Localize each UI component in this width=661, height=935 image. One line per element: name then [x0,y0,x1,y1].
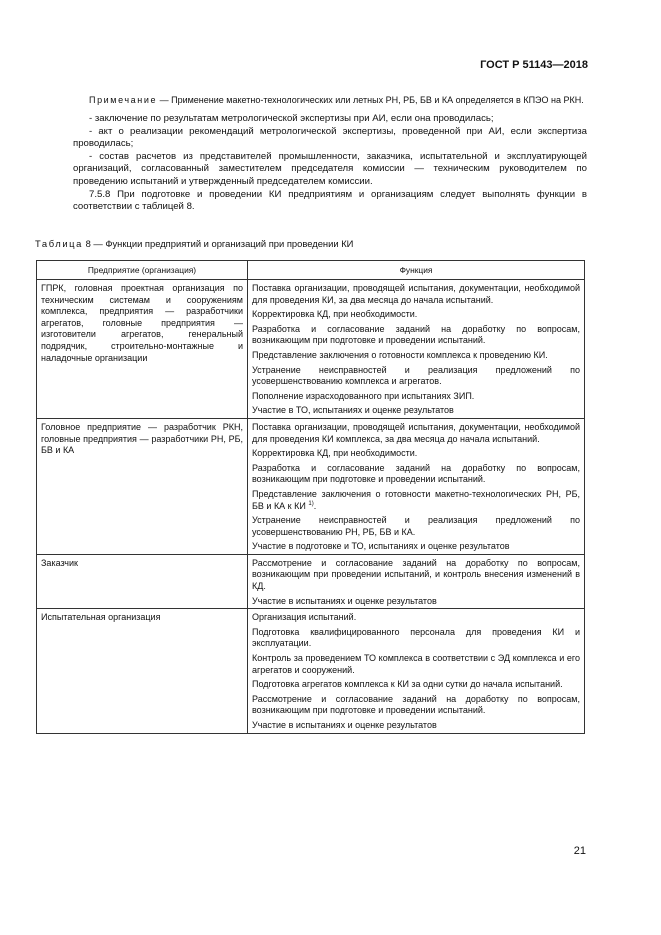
function-item: Устранение неисправностей и реализация предложений по усовершенствованию комплекса и агрегатов. [252,364,580,387]
table-row [37,609,585,733]
function-item: Контроль за проведением ТО комплекса в соответствии с ЭД комплекса и его агрегатов и сооружений. [252,653,580,675]
function-item: Поставка организации, проводящей испытания, документации, необходимой для проведения КИ, за два месяца до начала испытаний. [252,283,580,305]
paragraph-1: - заключение по результатам метрологической экспертизы при АИ, если она проводилась; [89,113,494,124]
function-item: Подготовка агрегатов комплекса к КИ за одни сутки до начала испытаний. [252,679,563,690]
function-item: Корректировка КД, при необходимости. [252,309,418,320]
function-item: Участие в испытаниях и оценке результатов [252,595,437,606]
function-item-text: Представление заключения о готовности макетно-технологических РН, РБ, БВ и КА к КИ [252,488,580,511]
organization-cell: ГПРК, головная проектная организация по техническим системам и сооружениям комплекса, предприятия — разработчики агрегатов, головные предприятия — изготовители агрегатов, генеральный подрядчик, строительно-монтажные и наладочные организации [37,280,248,419]
functions-cell [248,280,585,419]
function-item: Подготовка квалифицированного персонала для проведения КИ и эксплуатации. [252,626,580,649]
function-item: Рассмотрение и согласование заданий на доработку по вопросам, возникающим при подготовке и проведении испытаний. [252,693,580,716]
table-caption-text: 8 — Функции предприятий и организаций при проведении КИ [82,238,354,249]
function-item: Поставка организации, проводящей испытания, документации, необходимой для проведения КИ комплекса, за два месяца до начала испытаний. [252,421,580,444]
function-item: Участие в подготовке и ТО, испытаниях и оценке результатов [252,541,510,552]
footnote-marker: 1) [308,500,314,507]
functions-cell [248,418,585,554]
function-item: Участие в испытаниях и оценке результатов [252,720,437,730]
function-item: Представление заключения о готовности макетно-технологических РН, РБ, БВ и КА к КИ $^{1)}$. [252,488,580,511]
functions-table [36,260,585,734]
function-item: Корректировка КД, при необходимости. [252,448,418,459]
note-text: — Применение макетно-технологических или летных РН, РБ, БВ и КА определяется в КПЭО на РКН. [159,95,584,105]
header-function: Функция [248,261,585,280]
function-item: Разработка и согласование заданий на доработку по вопросам, возникающим при подготовке и проведении испытаний. [252,323,580,346]
organization-cell: Испытательная организация [37,609,248,733]
function-item: Организация испытаний. [252,612,357,623]
table-header-row [37,261,585,280]
page-number: 21 [573,845,586,857]
header-organization: Предприятие (организация) [37,261,248,280]
function-item: Рассмотрение и согласование заданий на доработку по вопросам, возникающим при проведении испытаний, и контроль внесения изменений в КД. [252,557,580,592]
paragraph-2: - акт о реализации рекомендаций метрологической экспертизы, проведенной при АИ, если экспертиза проводилась; [73,125,587,150]
table-row [37,280,585,419]
organization-cell: Заказчик [37,554,248,608]
table-row [37,418,585,554]
paragraph-4: 7.5.8 При подготовке и проведении КИ предприятиям и организациям следует выполнять функции в соответствии с таблицей 8. [73,188,587,213]
function-item: Представление заключения о готовности комплекса к проведению КИ. [252,349,548,360]
organization-cell: Головное предприятие — разработчик РКН, головные предприятия — разработчики РН, РБ, БВ и КА [37,418,248,554]
document-code: ГОСТ Р 51143—2018 [480,59,588,71]
body-text [73,94,587,214]
table-caption [35,238,353,251]
function-item: Участие в ТО, испытаниях и оценке результатов [252,405,454,416]
note-label: Примечание [89,95,158,105]
functions-cell [248,609,585,733]
table-row [37,554,585,608]
note [73,94,587,106]
functions-cell [248,554,585,608]
function-item: Устранение неисправностей и реализация предложений по усовершенствованию РН, РБ, БВ и КА. [252,515,580,537]
function-item: Разработка и согласование заданий на доработку по вопросам, возникающим при подготовке и проведении испытаний. [252,462,580,485]
function-item: Пополнение израсходованного при испытаниях ЗИП. [252,390,475,401]
table-caption-label: Таблица [35,238,83,249]
paragraph-3: - состав расчетов из представителей промышленности, заказчика, испытательной и эксплуатирующей организаций, согласованный заместителем председателя комиссии — техническим руководителем по проведению испытаний и утвержденный председателем комиссии. [73,150,587,187]
